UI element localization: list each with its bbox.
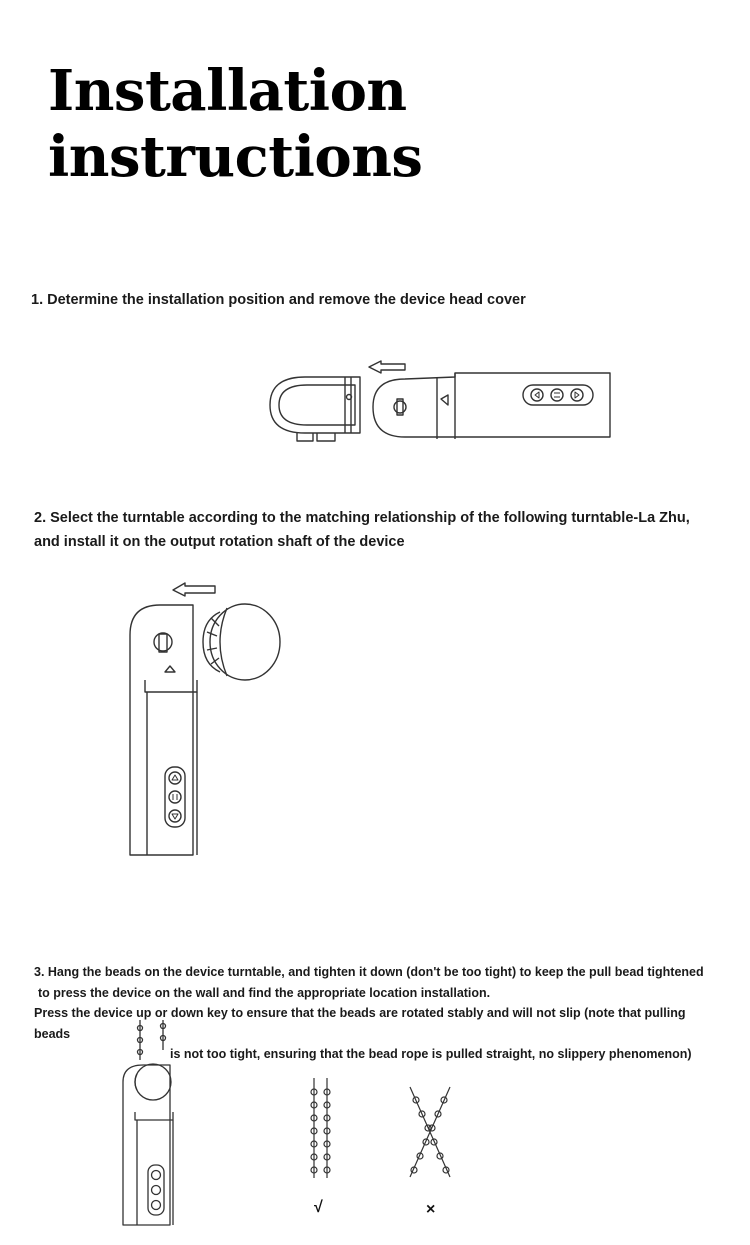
down-button-icon (152, 1201, 161, 1210)
up-button-icon (152, 1171, 161, 1180)
left-arrow-icon (173, 583, 215, 596)
pause-button-icon (551, 389, 563, 401)
down-button-icon (169, 810, 181, 822)
device-vertical (130, 605, 197, 855)
left-button-icon (531, 389, 543, 401)
step-2-line-2: and install it on the output rotation shaft of the device (34, 534, 405, 550)
bead-chain (138, 1020, 166, 1060)
pause-button-icon (169, 791, 181, 803)
up-button-icon (169, 772, 181, 784)
correct-mark: √ (314, 1199, 323, 1216)
step-2-text (34, 506, 690, 554)
wrong-mark: × (426, 1201, 436, 1218)
step-2-line-1: 2. Select the turntable according to the matching relationship of the following turntable-La Zhu, (34, 510, 690, 526)
figure-remove-head-cover (265, 355, 615, 450)
figure-beads-crossed (405, 1085, 455, 1180)
step-3-line-3: Press the device up or down key to ensure that the beads are rotated stably and will not slip (note that pulling beads (34, 1006, 686, 1041)
pause-button-icon (152, 1186, 161, 1195)
turntable (203, 604, 280, 680)
left-arrow-icon (369, 361, 405, 373)
figure-device-with-beads (115, 1020, 185, 1230)
device-body (373, 373, 610, 439)
step-3-line-2: to press the device on the wall and find the appropriate location installation. (38, 985, 491, 1000)
device-with-turntable (123, 1064, 173, 1225)
page-title: Installation instructions (48, 58, 423, 190)
step-1-text: 1. Determine the installation position and remove the device head cover (31, 292, 526, 308)
head-cover (270, 377, 360, 441)
figure-beads-straight (305, 1078, 335, 1178)
figure-install-turntable (125, 580, 290, 860)
right-button-icon (571, 389, 583, 401)
step-3-line-1: 3. Hang the beads on the device turntable, and tighten it down (don't be too tight) to keep the pull bead tightened (34, 965, 704, 979)
step-3-line-4: is not too tight, ensuring that the bead rope is pulled straight, no slippery phenomenon) (170, 1047, 692, 1061)
